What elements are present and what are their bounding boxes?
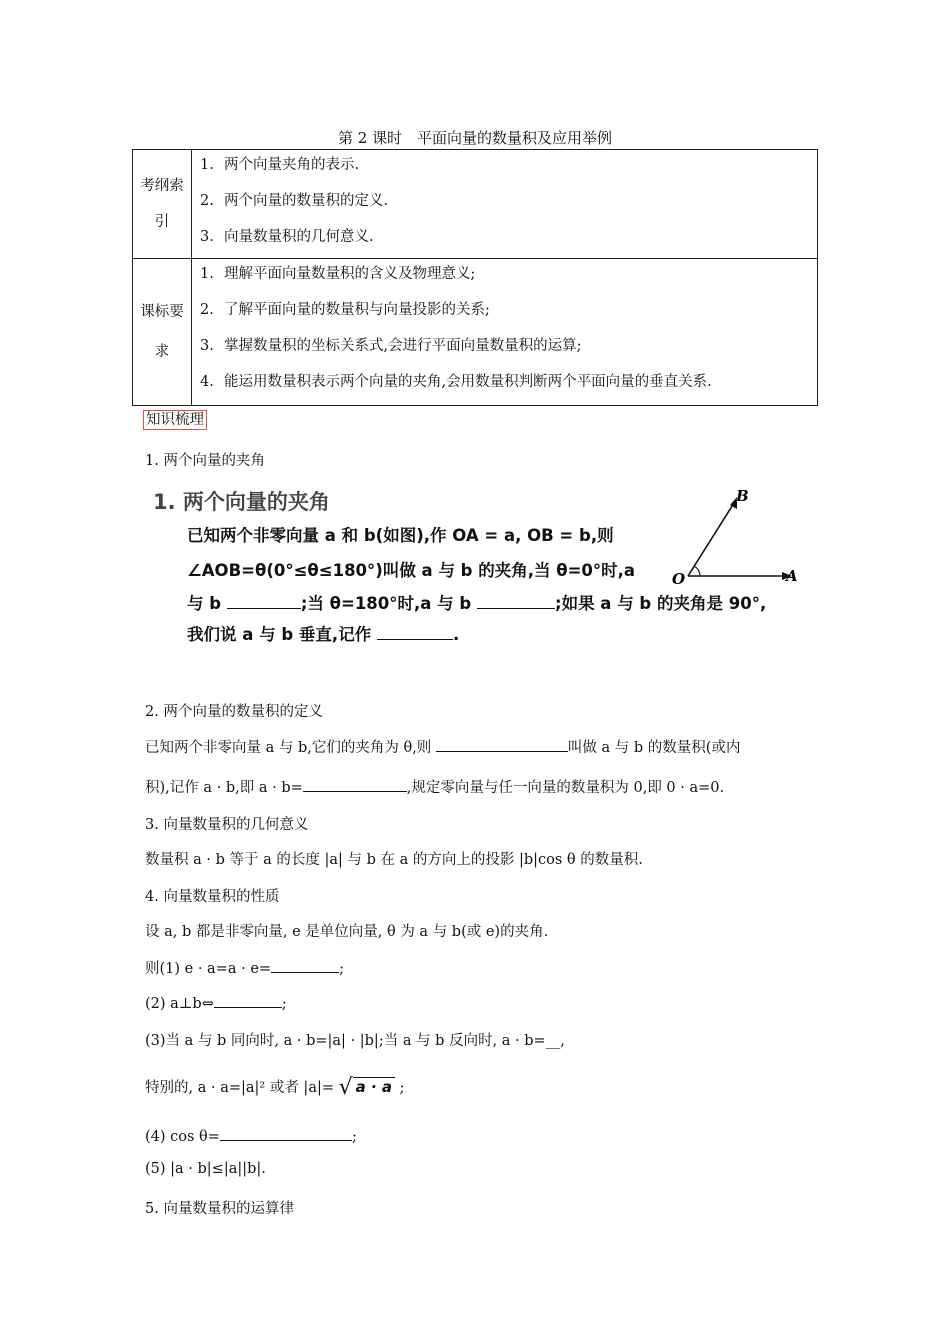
list-item: 3. 掌握数量积的坐标关系式,会进行平面向量数量积的运算;	[200, 338, 582, 354]
label-o: O	[672, 570, 686, 585]
angle-arc	[694, 566, 700, 576]
figure-line-4: 我们说 a 与 b 垂直,记作 .	[187, 625, 460, 644]
list-item: 1. 理解平面向量数量积的含义及物理意义;	[200, 266, 476, 282]
outline-body-2	[192, 259, 818, 406]
vector-ob-line	[688, 503, 734, 576]
list-item: 1. 两个向量夹角的表示.	[200, 157, 360, 173]
property-5: (5) |a · b|≤|a||b|.	[145, 1161, 266, 1177]
knowledge-tag: 知识梳理	[143, 410, 207, 430]
property-1: 则(1) e · a=a · e= ;	[145, 957, 344, 978]
section-heading-1: 1. 两个向量的夹角	[145, 453, 265, 469]
property-intro: 设 a, b 都是非零向量, e 是单位向量, θ 为 a 与 b(或 e)的夹角.	[145, 924, 549, 940]
figure-line-2: ∠AOB=θ(0°≤θ≤180°)叫做 a 与 b 的夹角,当 θ=0°时,a	[187, 561, 636, 580]
answer-blank[interactable]	[214, 993, 282, 1008]
property-3: (3)当 a 与 b 同向时, a · b=|a| · |b|;当 a 与 b 反向时, a · b=__,	[145, 1033, 565, 1049]
definition-line-1: 已知两个非零向量 a 与 b,它们的夹角为 θ,则 叫做 a 与 b 的数量积(或内	[145, 736, 740, 757]
answer-blank[interactable]	[303, 777, 407, 792]
table-row	[133, 150, 818, 259]
definition-line-2: 积),记作 a · b,即 a · b= ,规定零向量与任一向量的数量积为 0,即 0 · a=0.	[145, 776, 724, 797]
answer-blank[interactable]	[227, 594, 301, 609]
answer-blank[interactable]	[477, 594, 555, 609]
section-heading-2: 2. 两个向量的数量积的定义	[145, 704, 323, 720]
outline-head-2: 课标要求	[133, 259, 192, 406]
outline-head-1: 考纲索引	[133, 150, 192, 259]
label-b: B	[736, 487, 749, 505]
list-item: 3. 向量数量积的几何意义.	[200, 229, 374, 245]
label-a: A	[786, 567, 798, 585]
answer-blank[interactable]	[220, 1126, 352, 1141]
property-2: (2) a⊥b⇔ ;	[145, 993, 287, 1012]
geometric-meaning: 数量积 a · b 等于 a 的长度 |a| 与 b 在 a 的方向上的投影 |b|cos θ 的数量积.	[145, 852, 643, 868]
property-4: (4) cos θ= ;	[145, 1126, 357, 1145]
outline-table	[132, 149, 818, 406]
answer-blank[interactable]	[271, 958, 339, 973]
section-heading-4: 4. 向量数量积的性质	[145, 889, 280, 905]
figure-line-1: 已知两个非零向量 a 和 b(如图),作 OA = a, OB = b,则	[187, 526, 614, 545]
section-heading-5: 5. 向量数量积的运算律	[145, 1201, 294, 1217]
answer-blank[interactable]	[377, 625, 453, 640]
outline-body-1	[192, 150, 818, 259]
list-item: 2. 了解平面向量的数量积与向量投影的关系;	[200, 302, 490, 318]
property-3-special: 特别的, a · a=|a|² 或者 |a|= √ a · a ;	[145, 1075, 405, 1100]
table-row	[133, 259, 818, 406]
section-heading-3: 3. 向量数量积的几何意义	[145, 817, 309, 833]
list-item: 2. 两个向量的数量积的定义.	[200, 193, 389, 209]
page-title: 第 2 课时 平面向量的数量积及应用举例	[337, 129, 613, 147]
answer-blank[interactable]	[436, 737, 568, 752]
figure-heading: 1. 两个向量的夹角	[153, 490, 330, 514]
vector-angle-diagram	[670, 485, 800, 585]
square-root: √ a · a	[339, 1075, 395, 1100]
figure-line-3: 与 b ;当 θ=180°时,a 与 b ;如果 a 与 b 的夹角是 90°,	[187, 594, 767, 613]
list-item: 4. 能运用数量积表示两个向量的夹角,会用数量积判断两个平面向量的垂直关系.	[200, 374, 712, 390]
